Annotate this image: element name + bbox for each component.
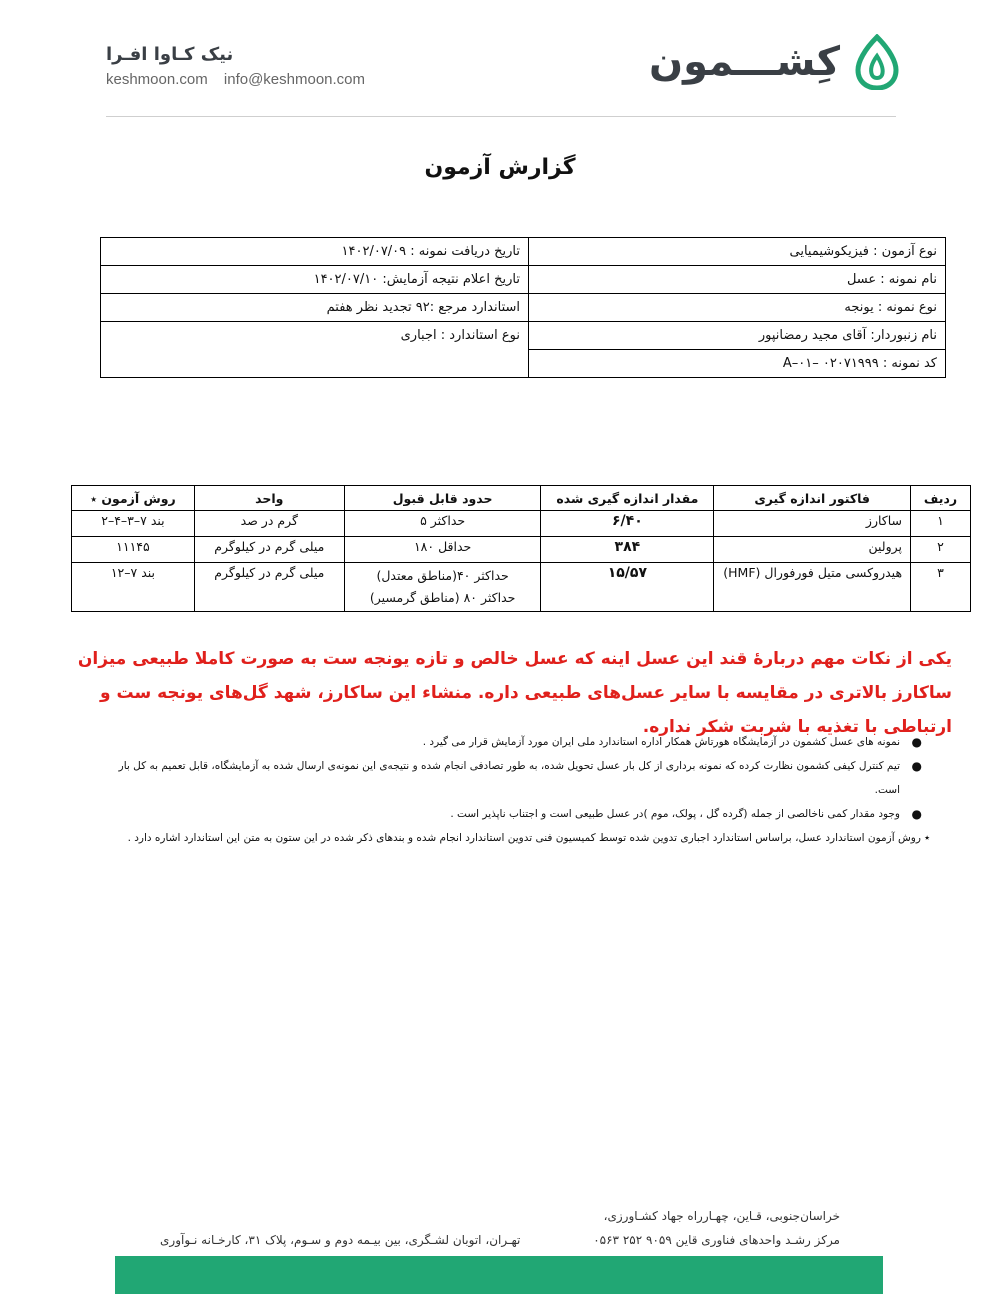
company-block <box>106 44 365 88</box>
note-text: نمونه های عسل کشمون در آزمایشگاه هورتاش همکار اداره استاندارد ملی ایران مورد آزمایش قرار می گیرد . <box>422 736 900 748</box>
footer-phone-line: مرکز رشـد واحدهای فناوری قاین ۹۰۵۹ ۲۵۲ ۰۵۶۳ <box>593 1233 840 1247</box>
reference-standard: استاندارد مرجع :۹۲ تجدید نظر هفتم <box>101 294 529 322</box>
bullet-icon: ● <box>911 759 922 773</box>
row-method: بند ۷–۳–۴–۲ <box>72 511 195 537</box>
company-email: info@keshmoon.com <box>223 71 366 88</box>
company-name: نیک کـاوا افـرا <box>106 44 234 65</box>
sample-name: نام نمونه : عسل <box>529 266 946 294</box>
receive-date: تاریخ دریافت نمونه : ۱۴۰۲/۰۷/۰۹ <box>101 238 529 266</box>
report-title: گزارش آزمون <box>424 155 576 180</box>
row-unit: میلی گرم در کیلوگرم <box>194 563 344 612</box>
test-type: نوع آزمون : فیزیکوشیمیایی <box>529 238 946 266</box>
drop-leaf-icon <box>854 34 900 90</box>
info-row <box>101 238 946 266</box>
footer-address-qaen <box>593 1204 840 1252</box>
row-unit: میلی گرم در کیلوگرم <box>194 537 344 563</box>
row-index: ۳ <box>911 563 971 612</box>
col-limits: حدود قابل قبول <box>344 486 541 511</box>
list-item <box>90 730 930 754</box>
table-row <box>72 537 971 563</box>
company-website: keshmoon.com <box>106 71 208 88</box>
footer-address-tehran: تهـران، اتوبان لشـگری، بین بیـمه دوم و سـوم، پلاک ۳۱، کارخـانه نـوآوری <box>160 1233 521 1247</box>
info-row <box>101 294 946 322</box>
bullet-icon: ● <box>911 807 922 821</box>
col-unit: واحد <box>194 486 344 511</box>
row-value: ۱۵/۵۷ <box>541 563 714 612</box>
col-measured: مقدار اندازه گیری شده <box>541 486 714 511</box>
row-factor: هیدروکسی متیل فورفورال (HMF) <box>714 563 911 612</box>
sucrose-note: یکی از نکات مهم دربارهٔ قند این عسل اینه که عسل خالص و تازه یونجه ست به صورت کاملا طبیعی میزان ساکارز بالاتری در مقایسه با سایر عسل‌های طبیعی داره. منشاء این ساکارز، شهد گل‌های یونجه ست و ارتباطی با تغذیه با شربت شکر نداره. <box>77 649 952 737</box>
row-factor: ساکارز <box>714 511 911 537</box>
footer-address-line: خراسان‌جنوبی، قـاین، چهـارراه جهاد کشـاورزی، <box>603 1209 840 1223</box>
notes-list <box>90 730 930 850</box>
row-unit: گرم در صد <box>194 511 344 537</box>
row-limit: حداکثر ۵ <box>344 511 541 537</box>
limit-temperate: حداکثر ۴۰(مناطق معتدل) <box>376 568 509 583</box>
sample-code: کد نمونه : A–۰۱– ۰۲۰۷۱۹۹۹ <box>529 350 946 378</box>
table-row <box>72 563 971 612</box>
bullet-icon: ● <box>911 735 922 749</box>
list-item <box>90 754 930 802</box>
results-table <box>71 485 971 612</box>
row-index: ۱ <box>911 511 971 537</box>
table-row <box>72 511 971 537</box>
results-header-row <box>72 486 971 511</box>
standard-type: نوع استاندارد : اجباری <box>101 322 529 378</box>
beekeeper-name: نام زنبوردار: آقای مجید رمضانپور <box>529 322 946 350</box>
star-note <box>90 826 930 850</box>
logo-text: کِشـــمون <box>648 39 840 85</box>
footer-bar <box>115 1256 883 1294</box>
sample-type: نوع نمونه : یونجه <box>529 294 946 322</box>
row-method: ۱۱۱۴۵ <box>72 537 195 563</box>
col-method: روش آزمون ٭ <box>72 486 195 511</box>
brand-logo <box>649 34 900 90</box>
row-limit: حداقل ۱۸۰ <box>344 537 541 563</box>
company-contact <box>106 71 365 88</box>
col-index: ردیف <box>911 486 971 511</box>
info-row <box>101 266 946 294</box>
page-header <box>0 0 1000 120</box>
row-factor: پرولین <box>714 537 911 563</box>
info-row <box>101 322 946 350</box>
note-text: وجود مقدار کمی ناخالصی از جمله (گرده گل ، پولک، موم )در عسل طبیعی است و اجتناب ناپذیر است . <box>450 808 900 820</box>
list-item <box>90 802 930 826</box>
row-index: ۲ <box>911 537 971 563</box>
result-date: تاریخ اعلام نتیجه آزمایش: ۱۴۰۲/۰۷/۱۰ <box>101 266 529 294</box>
star-note-text: ٭ روش آزمون استاندارد عسل، براساس استاندارد اجباری تدوین شده توسط کمیسیون فنی تدوین استاندارد انجام شده و بندهای ذکر شده در این ستون به متن این استاندارد اشاره دارد . <box>127 832 930 844</box>
row-method: بند ۷–۱۲ <box>72 563 195 612</box>
limit-tropical: حداکثر ۸۰ (مناطق گرمسیر) <box>369 590 516 605</box>
note-text: تیم کنترل کیفی کشمون نظارت کرده که نمونه برداری از کل بار عسل تحویل شده، به طور تصادفی انجام شده و نتیجه‌ی این نمونه‌ی ارسال شده به آزمایشگاه، قابل تعمیم به کل بار است. <box>118 760 900 796</box>
row-value: ۶/۴۰ <box>541 511 714 537</box>
col-factor: فاکتور اندازه گیری <box>714 486 911 511</box>
row-limit <box>344 563 541 612</box>
sample-info-table <box>100 237 946 378</box>
row-value: ۳۸۴ <box>541 537 714 563</box>
header-divider <box>106 116 896 117</box>
